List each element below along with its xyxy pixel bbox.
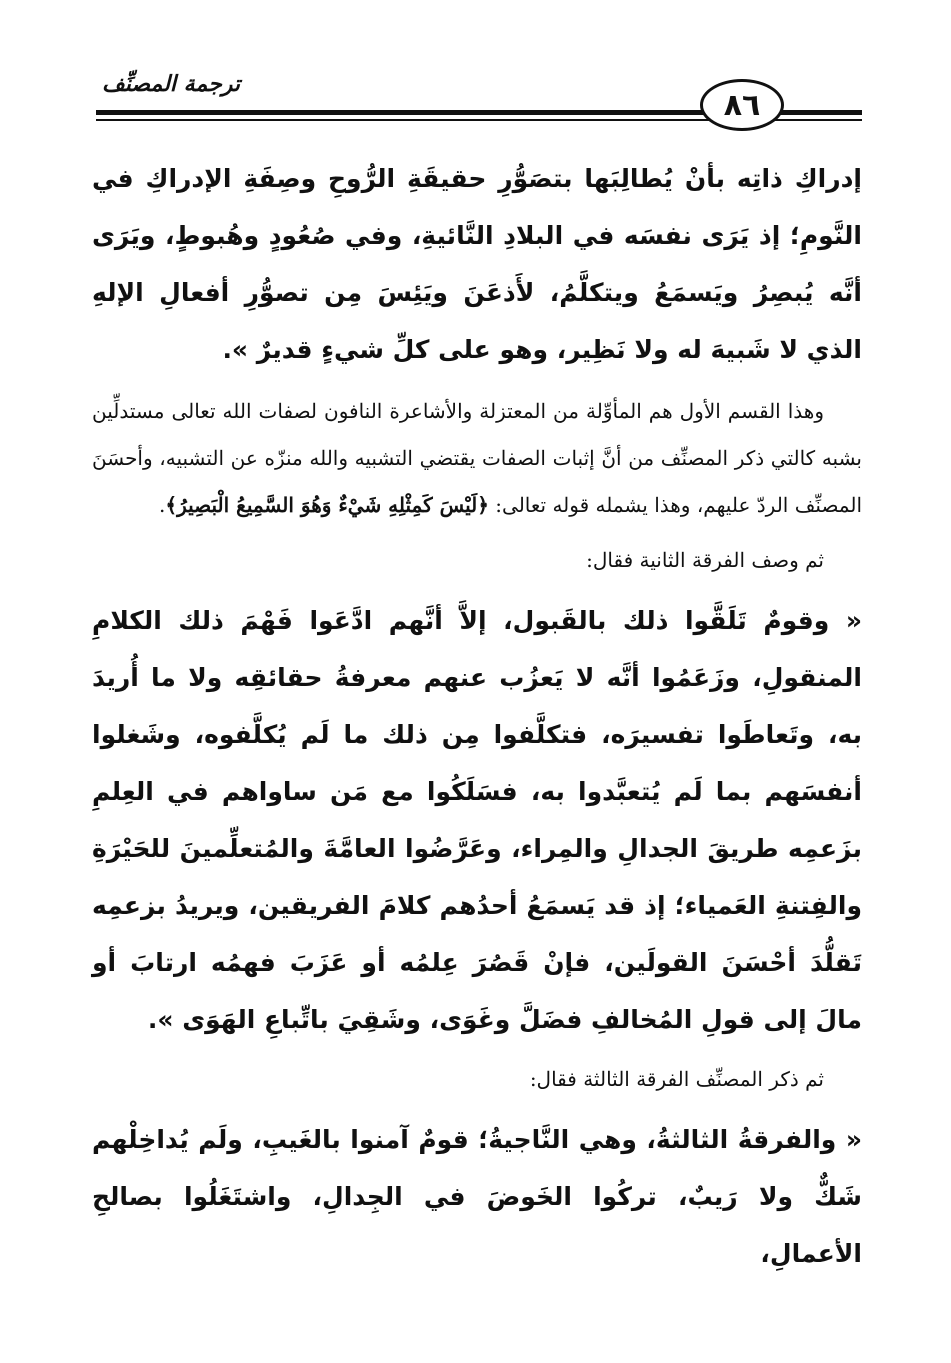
page-number: ٨٦ — [700, 79, 784, 131]
commentary-text: وهذا القسم الأول هم المأوِّلة من المعتزلة والأشاعرة النافون لصفات الله تعالى مستدلِّين بشبه كالتي ذكر المصنِّف من أنَّ إثبات الصفات يقتضي التشبيه والله منزّه عن التشبيه، وأحسَنَ المصنِّف الردّ عليهم، وهذا يشمله قوله تعالى: — [92, 399, 862, 517]
quoted-passage-2: « وقومٌ تَلَقَّوا ذلك بالقَبول، إلاَّ أنَّهم ادَّعَوا فَهْمَ ذلك الكلامِ المنقولِ، وزَعَمُوا أنَّه لا يَعزُب عنهم معرفةُ حقائقِه ولا ما أُريدَ به، وتَعاطَوا تفسيرَه، فتكلَّفوا مِن ذلك ما لَم يُكلَّفوه، وشَغلوا أنفسَهم بما لَم يُتعبَّدوا به، فسَلَكُوا مع مَن ساواهم في العِلمِ بزَعمِه طريقَ الجدالِ والمِراء، وعَرَّضُوا العامَّةَ والمُتعلِّمينَ للحَيْرَةِ والفِتنةِ العَمياء؛ إذ قد يَسمَعُ أحدُهم كلامَ الفريقين، ويريدُ بزعمِه تَقلُّدَ أحْسَنَ القولَين، فإنْ قَصُرَ عِلمُه أو عَزَبَ فهمُه ارتابَ أو مالَ إلى قولِ المُخالفِ فضَلَّ وغَوَى، وشَقِيَ باتِّباعِ الهَوَى ». — [92, 606, 862, 1034]
running-title: ترجمة المصنِّف — [102, 72, 241, 97]
quoted-passage-3: « والفرقةُ الثالثةُ، وهي النَّاجيةُ؛ قومٌ آمنوا بالغَيبِ، ولَم يُداخِلْهم شَكٌّ ولا رَيبٌ، تركُوا الخَوضَ في الجِدالِ، واشتَغَلُوا بصالحِ الأعمالِ، — [92, 1125, 862, 1268]
commentary-end: . — [159, 493, 166, 517]
commentary-paragraph-1 — [92, 388, 862, 529]
page-body — [92, 150, 862, 1282]
page-header — [96, 66, 862, 146]
commentary-paragraph-2: ثم وصف الفرقة الثانية فقال: — [586, 548, 824, 572]
quran-verse: ﴿لَيْسَ كَمِثْلِهِ شَيْءٌ وَهُوَ السَّمِيعُ الْبَصِيرُ﴾ — [165, 493, 489, 517]
quoted-passage-1: إدراكِ ذاتِه بأنْ يُطالِبَها بتصَوُّرِ حقيقَةِ الرُّوحِ وصِفَةِ الإدراكِ في النَّومِ؛ إذ يَرَى نفسَه في البلادِ النَّائيةِ، وفي صُعُودٍ وهُبوطٍ، ويَرَى أنَّه يُبصِرُ ويَسمَعُ ويتكلَّمُ، لأَذعَنَ ويَئِسَ مِن تصوُّرِ أفعالِ الإلهِ الذي لا شَبيهَ له ولا نَظِير، وهو على كلِّ شيءٍ قديرٌ ». — [92, 164, 862, 364]
commentary-paragraph-3: ثم ذكر المصنِّف الفرقة الثالثة فقال: — [529, 1067, 824, 1091]
